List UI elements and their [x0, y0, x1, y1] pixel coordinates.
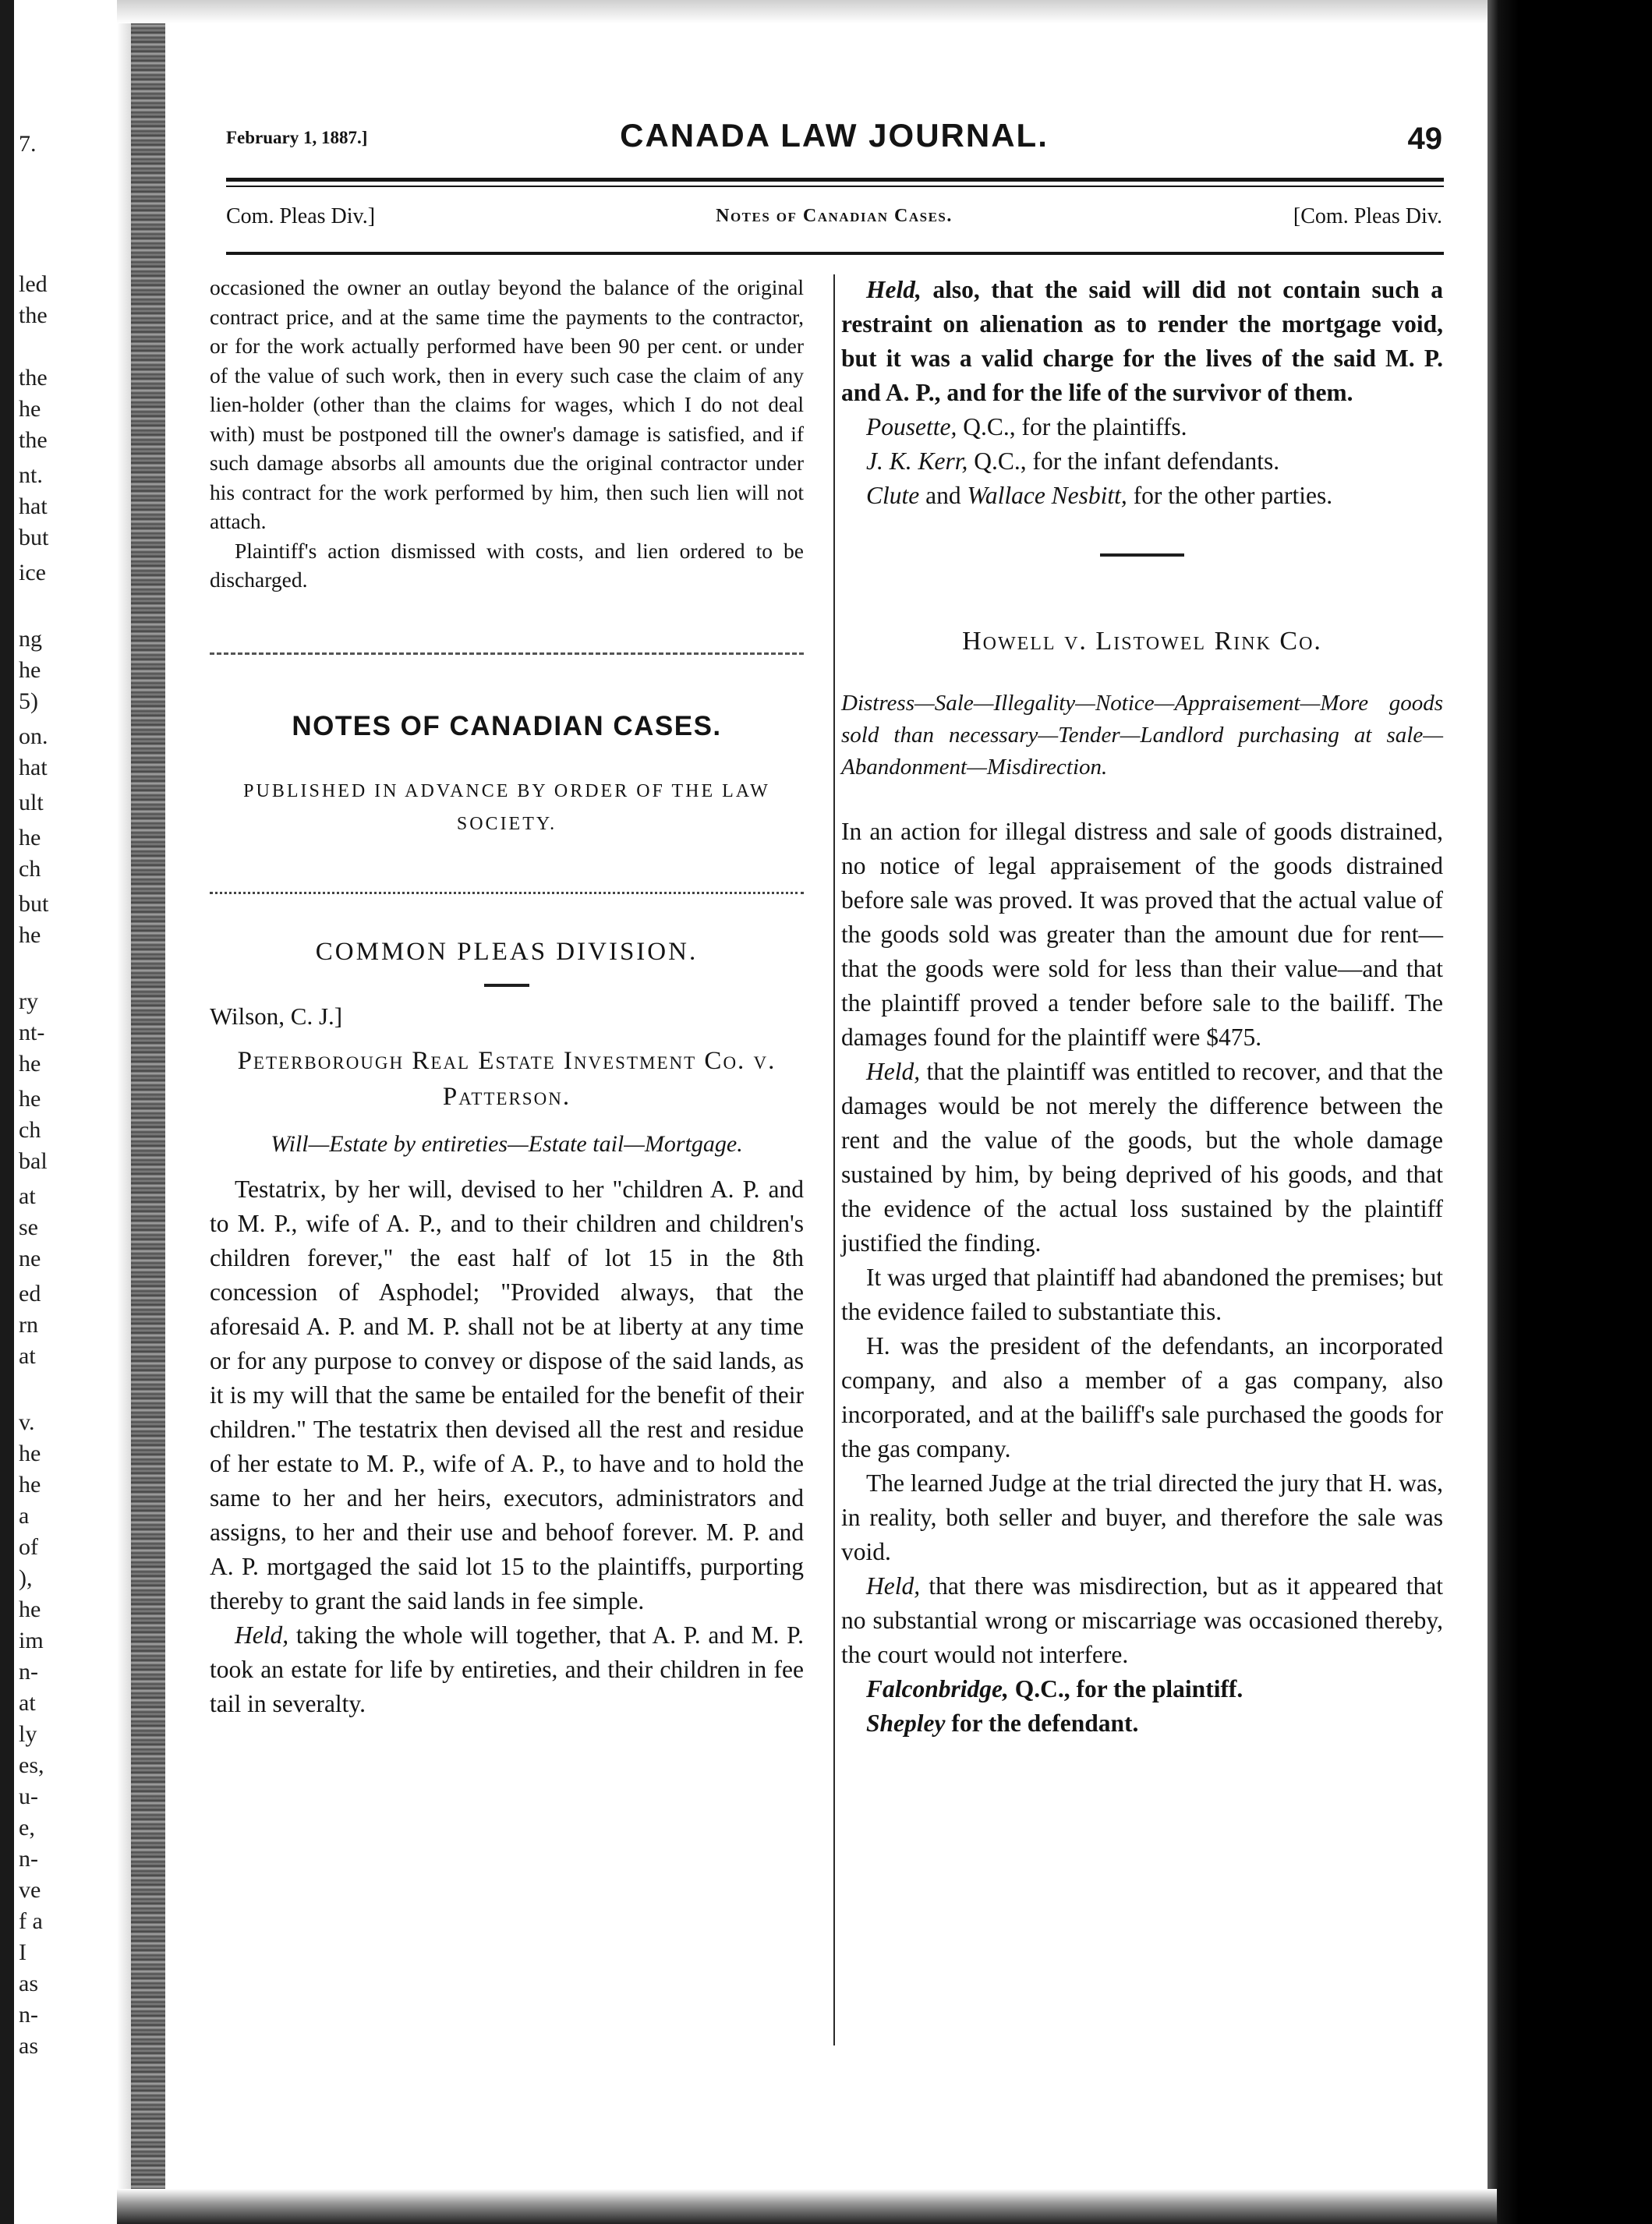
previous-page-fragment: ult [19, 790, 44, 815]
previous-page-fragment: ch [19, 1117, 41, 1143]
notes-heading: NOTES OF CANADIAN CASES. [292, 710, 722, 741]
previous-page-fragment: as [19, 1971, 38, 1996]
counsel-4 [841, 1672, 1443, 1706]
previous-page-fragment: the [19, 302, 48, 328]
previous-page-fragment: he [19, 657, 41, 683]
counsel-4-role: Q.C., for the plaintiff. [1014, 1675, 1243, 1702]
held-also-text: also, that the said will did not contain such a restraint on alienation as to render the mortgage void, but it was a valid charge for the lives of the said M. P. and A. P., and for the life of the survivor of them. [841, 276, 1444, 406]
held-text: taking the whole will together, that A. P. and M. P. took an estate for life by entireties, and their children in fee tail in severalty. [210, 1621, 805, 1717]
case-title-right: Howell v. Listowel Rink Co. [962, 627, 1322, 656]
previous-page-fragment: n- [19, 2002, 38, 2028]
previous-page-fragment: v. [19, 1409, 35, 1435]
previous-page-fragment: but [19, 525, 49, 550]
counsel-5-role: for the defendant. [951, 1710, 1139, 1737]
previous-page-fragment: of [19, 1534, 38, 1560]
previous-page-fragment: the [19, 427, 48, 453]
previous-page-fragment: he [19, 1596, 41, 1622]
held-right-1 [841, 1055, 1443, 1261]
previous-page-fragment: led [19, 271, 48, 297]
division-heading: COMMON PLEAS DIVISION. [315, 937, 699, 966]
held-2-text: that there was misdirection, but as it appeared that no substantial wrong or miscarriage was occasioned thereby, the court would not interfere. [841, 1572, 1443, 1668]
held-2-label: Held, [866, 1572, 921, 1600]
previous-page-fragment: n- [19, 1846, 38, 1872]
previous-page-fragment: he [19, 1051, 41, 1077]
section-head [226, 204, 1442, 235]
previous-page-fragment: at [19, 1183, 36, 1209]
left-column [210, 273, 804, 1721]
counsel-1-name: Pousette, [866, 413, 957, 440]
catchwords-left: Will—Estate by entireties—Estate tail—Mortgage. [271, 1130, 743, 1157]
held-right-2 [841, 1569, 1443, 1672]
gutter-shadow [117, 0, 133, 2224]
counsel-3-role: for the other parties. [1133, 482, 1333, 509]
header-rule-thick [226, 178, 1444, 182]
book-binding [131, 0, 165, 2224]
scan-edge-bottom [117, 2189, 1497, 2224]
previous-page-fragment: ng [19, 626, 42, 652]
previous-page-fragment: ly [19, 1721, 37, 1747]
held-1-label: Held, [866, 1058, 921, 1085]
previous-page-fragment: bal [19, 1148, 48, 1174]
continued-paragraph: occasioned the owner an outlay beyond the balance of the original contract price, and at the same time the payments to the contractor, or for the work actually performed have been 90 per cent. or under of the value of such work, then in every such case the claim of any lien-holder (other than the claims for wages, which I do not deal with) must be postponed till the owner's damage is satisfied, and if such damage absorbs all amounts due the original contractor under his contract for the work performed by him, then such lien will not attach. [210, 275, 804, 533]
held-label: Held, [235, 1621, 289, 1649]
counsel-5-name: Shepley [866, 1710, 946, 1737]
previous-page-fragments [19, 0, 112, 2224]
counsel-2-name: J. K. Kerr, [866, 447, 968, 475]
published-notice: PUBLISHED IN ADVANCE BY ORDER OF THE LAW SOCIETY. [243, 780, 770, 834]
section-head-rule [226, 252, 1444, 255]
catchwords-right: Distress—Sale—Illegality—Notice—Appraisement—More goods sold than necessary—Tender—Landlord purchasing at sale—Abandonment—Misdirection. [841, 691, 1443, 780]
previous-page-fragment: on. [19, 723, 48, 749]
previous-page-fragment: n- [19, 1659, 38, 1685]
counsel-2-role: Q.C., for the infant defendants. [974, 447, 1280, 475]
judge-name: Wilson, C. J.] [210, 1002, 343, 1030]
previous-page-fragment: hat [19, 493, 48, 519]
previous-page-fragment: 7. [19, 131, 37, 157]
counsel-2 [841, 444, 1443, 479]
previous-page-fragment: 5) [19, 688, 38, 714]
dotted-separator-2 [210, 892, 804, 894]
president-paragraph: H. was the president of the defendants, an incorporated company, and also a member of a gas company, also incorporated, and at the bailiff's sale purchased the goods for the gas company. [841, 1332, 1443, 1462]
previous-page-fragment: he [19, 396, 41, 422]
counsel-3 [841, 479, 1443, 513]
counsel-3-name-a: Clute [866, 482, 920, 509]
previous-page-fragment: I [19, 1939, 27, 1965]
previous-page-fragment: he [19, 1086, 41, 1112]
previous-page-fragment: ed [19, 1281, 41, 1306]
previous-page-fragment: ve [19, 1877, 41, 1903]
previous-page-fragment: ne [19, 1246, 41, 1271]
page-number: 49 [1407, 122, 1442, 156]
previous-page-fragment: ch [19, 856, 41, 882]
previous-page-fragment: f a [19, 1908, 43, 1934]
journal-title: CANADA LAW JOURNAL. [620, 117, 1049, 154]
previous-page-fragment: u- [19, 1784, 38, 1809]
scan-edge-left [0, 0, 14, 2224]
right-column [841, 273, 1443, 1741]
previous-page-fragment: e, [19, 1815, 35, 1840]
case-separator-rule [1100, 553, 1184, 557]
facts-right: In an action for illegal distress and sale of goods distrained, no notice of legal appraisement of the goods distrained before sale was proved. It was proved that the actual value of the goods sold was greater than the amount due for rent—that the goods were sold for less than their value—and that the plaintiff proved a tender before sale to the bailiff. The damages found for the plaintiff were $475. [841, 818, 1443, 1051]
previous-page-fragment: ), [19, 1565, 33, 1591]
facts-left: Testatrix, by her will, devised to her "children A. P. and to M. P., wife of A. P., and to their children and children's children forever," the east half of lot 15 in the 8th concession of Asphodel; "Provided always, that the aforesaid A. P. and M. P. shall not be at liberty at any time or for any purpose to convey or dispose of the said lands, as it is my will that the same be entailed for the benefit of their children." The testatrix then devised all the rest and residue of her estate to M. P., wife of A. P., to have and to hold the same to her and her heirs, executors, administrators and assigns, to her and their use and behoof forever. M. P. and A. P. mortgaged the said lot 15 to the plaintiffs, purporting thereby to grant the said lands in fee simple. [210, 1175, 804, 1614]
header-rule-thin [226, 186, 1444, 187]
case-title-left: Peterborough Real Estate Investment Co. v. Patterson. [237, 1046, 776, 1111]
scan-edge-right [1488, 0, 1652, 2224]
direction-paragraph: The learned Judge at the trial directed the jury that H. was, in reality, both seller and buyer, and therefore the sale was void. [841, 1469, 1443, 1565]
urged-paragraph: It was urged that plaintiff had abandoned the premises; but the evidence failed to substantiate this. [841, 1264, 1443, 1325]
held-label-right: Held, [866, 276, 922, 303]
disposition: Plaintiff's action dismissed with costs, and lien ordered to be discharged. [210, 538, 804, 592]
dotted-separator [210, 652, 804, 655]
section-head-right: [Com. Pleas Div. [1293, 204, 1442, 228]
counsel-1-role: Q.C., for the plaintiffs. [963, 413, 1187, 440]
previous-page-fragment: at [19, 1690, 36, 1716]
previous-page-fragment: rn [19, 1312, 38, 1338]
previous-page-fragment: as [19, 2033, 38, 2059]
previous-page-fragment: at [19, 1343, 36, 1369]
counsel-4-name: Falconbridge, [866, 1675, 1009, 1702]
previous-page-fragment: im [19, 1628, 44, 1653]
previous-page-fragment: but [19, 891, 49, 917]
previous-page-fragment: ice [19, 560, 46, 585]
previous-page-fragment: he [19, 825, 41, 850]
section-head-left: Com. Pleas Div.] [226, 204, 376, 228]
previous-page-fragment: the [19, 365, 48, 391]
previous-page-fragment: nt. [19, 462, 43, 488]
held-left [210, 1618, 804, 1721]
held-also [841, 273, 1443, 410]
counsel-1 [841, 410, 1443, 444]
previous-page-fragment: a [19, 1503, 30, 1529]
previous-page-fragment: he [19, 1472, 41, 1497]
running-head [226, 117, 1442, 164]
scan-edge-top [117, 0, 1497, 23]
counsel-3-and: and [925, 482, 961, 509]
section-head-center: Notes of Canadian Cases. [716, 206, 953, 226]
counsel-3-name-b: Wallace Nesbitt, [967, 482, 1127, 509]
counsel-5 [841, 1706, 1443, 1741]
division-rule [484, 984, 529, 987]
previous-page-fragment: nt- [19, 1020, 45, 1045]
previous-page-fragment: se [19, 1215, 38, 1240]
previous-page-fragment: hat [19, 755, 48, 780]
previous-page-fragment: he [19, 1441, 41, 1466]
previous-page-fragment: ry [19, 988, 38, 1014]
issue-date: February 1, 1887.] [226, 128, 368, 147]
previous-page-fragment: he [19, 922, 41, 948]
held-1-text: that the plaintiff was entitled to recover, and that the damages would be not merely the difference between the rent and the value of the goods, but the whole damage sustained by him, by being deprived of his goods, and that the evidence of the actual loss sustained by the plaintiff justified the finding. [841, 1058, 1444, 1257]
previous-page-fragment: es, [19, 1752, 44, 1778]
column-divider [833, 274, 835, 2045]
